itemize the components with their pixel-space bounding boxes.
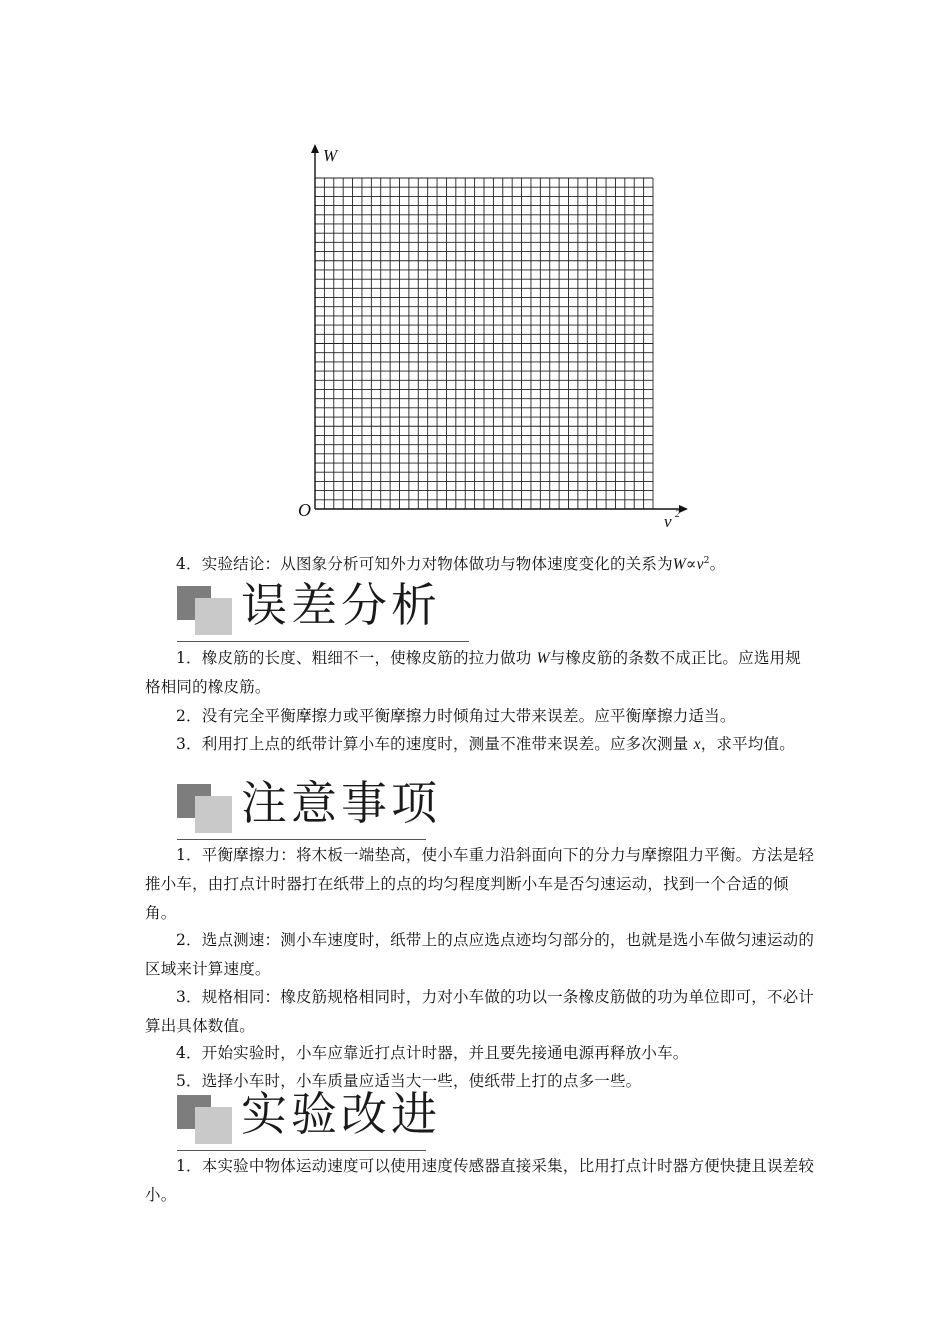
precaution-item-1: 1．平衡摩擦力：将木板一端垫高，使小车重力沿斜面向下的分力与摩擦阻力平衡。方法是轻推小车，由打点计时器打在纸带上的点的均匀程度判断小车是否匀速运动，找到一个合适的倾角。: [145, 846, 815, 922]
var-w: W: [672, 556, 686, 574]
var-v-sup: 2: [703, 556, 710, 566]
banner-rule: [177, 839, 426, 841]
error-item-2: [145, 702, 815, 731]
y-axis-arrow: [311, 144, 319, 153]
precaution-item-4: 4．开始实验时，小车应靠近打点计时器，并且要先接通电源再释放小车。: [176, 1044, 689, 1062]
error-item-1: [145, 644, 815, 702]
precaution-item-3: 3．规格相同：橡皮筋规格相同时，力对小车做的功以一条橡皮筋做的功为单位即可，不必计算出具体数值。: [145, 988, 815, 1035]
var-v: v: [696, 556, 704, 574]
var-w: W: [536, 650, 550, 667]
section-banner-error-analysis: [177, 578, 469, 642]
blank-grid-graph: [296, 125, 706, 535]
error-item-text: 1．橡皮筋的长度、粗细不一，使橡皮筋的拉力做功: [176, 649, 537, 667]
banner-square-light: [195, 1107, 232, 1144]
error-item-text: 2．没有完全平衡摩擦力或平衡摩擦力时倾角过大带来误差。应平衡摩擦力适当。: [176, 707, 736, 725]
section-title: 注意事项: [241, 776, 441, 830]
prop-symbol: ∝: [685, 555, 697, 574]
section-banner-improvement: [177, 1087, 441, 1151]
conclusion-paragraph: [145, 547, 815, 579]
precaution-item-5: 5．选择小车时，小车质量应适当大一些，使纸带上打的点多一些。: [176, 1072, 642, 1090]
error-item-3: [145, 730, 815, 759]
x-axis-arrow: [679, 505, 688, 513]
banner-square-light: [195, 598, 232, 635]
x-axis-label: v: [664, 512, 672, 531]
section-title: 误差分析: [241, 578, 441, 632]
y-axis-label: W: [323, 146, 338, 165]
var-x: x: [693, 736, 701, 753]
banner-square-light: [195, 796, 232, 833]
error-item-text: 3．利用打上点的纸带计算小车的速度时，测量不准带来误差。应多次测量: [176, 735, 694, 753]
x-axis-label-sup: 2: [675, 509, 680, 520]
error-item-text: 与橡皮筋的条数不成正比。应选用规格相同的橡皮筋。: [145, 649, 801, 696]
banner-rule: [177, 641, 469, 643]
error-item-text: ，求平均值。: [700, 735, 795, 753]
origin-label: O: [298, 500, 311, 520]
banner-rule: [177, 1150, 426, 1152]
improvement-item-1: 1．本实验中物体运动速度可以使用速度传感器直接采集，比用打点计时器方便快捷且误差较小。: [145, 1157, 815, 1204]
precaution-item-2: 2．选点测速：测小车速度时，纸带上的点应选点迹均匀部分的，也就是选小车做匀速运动的区域来计算速度。: [145, 931, 815, 978]
grid-lines: [315, 178, 653, 509]
section-banner-precautions: [177, 776, 441, 840]
conclusion-end: 。: [709, 555, 726, 574]
section-title: 实验改进: [241, 1087, 441, 1141]
grid-svg: [296, 125, 706, 535]
conclusion-text: 4．实验结论：从图象分析可知外力对物体做功与物体速度变化的关系为: [176, 555, 673, 574]
